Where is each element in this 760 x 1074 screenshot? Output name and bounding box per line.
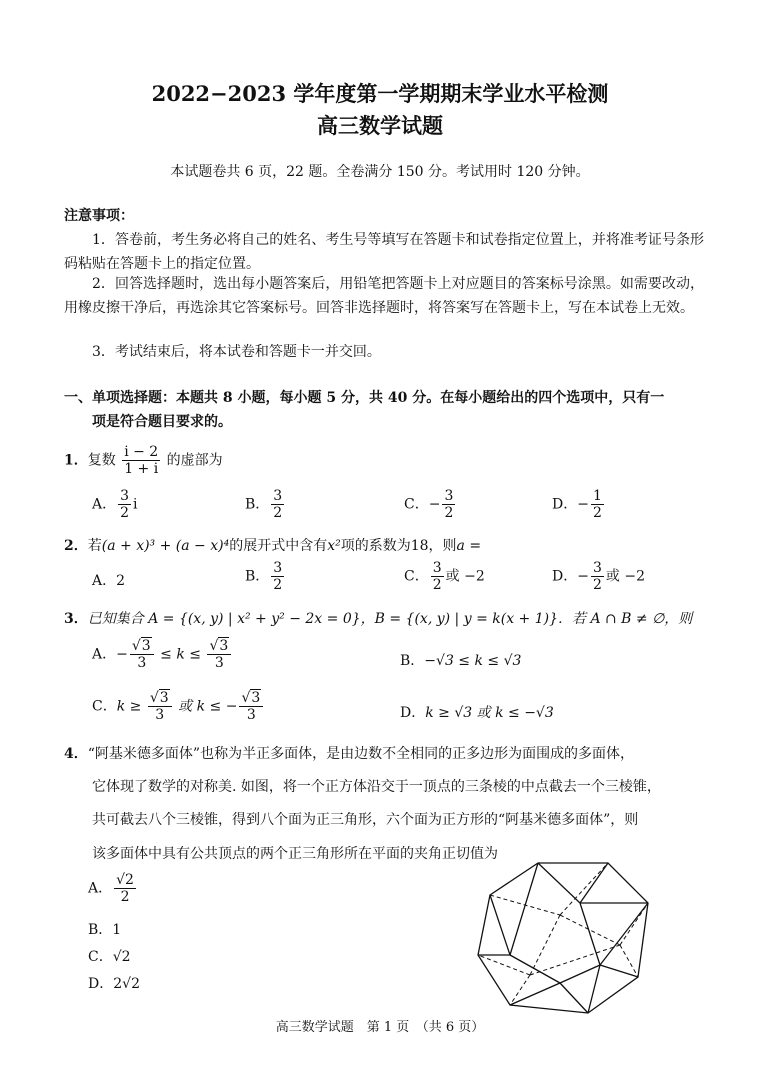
question-4-line-1: 4．“阿基米德多面体”也称为半正多面体，是由边数不全相同的正多边形为面围成的多面体， — [64, 746, 635, 762]
q3-option-c: C．k ≥ $\frac{√3}{3}$ 或 k ≤ − $\frac{√3}{3}$ — [92, 690, 265, 723]
q2-option-a: A．2 — [92, 573, 126, 589]
q1-option-d: D．− $\frac{1}{2}$ — [552, 488, 602, 521]
q1-option-b: B． $\frac{3}{2}$ — [245, 488, 283, 521]
exam-title: 2022−2023 学年度第一学期期末学业水平检测 — [151, 81, 609, 106]
question-4-line-3: 共可截去八个三棱锥，得到八个面为正三角形，六个面为正方形的“阿基米德多面体”，则 — [92, 812, 639, 828]
section1-heading: 一、单项选择题：本题共 8 小题，每小题 5 分，共 40 分。在每小题给出的四个选项中，只有一 — [64, 390, 665, 406]
q4-option-d: D．2√2 — [88, 976, 140, 992]
q1-option-c: C．− $\frac{3}{2}$ — [404, 488, 454, 521]
q3-option-d: D．k ≥ √3 或 k ≤ −√3 — [400, 705, 554, 721]
notes-item-1: 1．答卷前，考生务必将自己的姓名、考生号等填写在答题卡和试卷指定位置上，并将准考证号条形码粘贴在答题卡上的指定位置。 — [64, 232, 704, 272]
exam-subtitle: 高三数学试题 — [317, 113, 443, 138]
q1-option-a: A． $\frac{3}{2}$ i — [92, 488, 138, 521]
cuboctahedron-figure — [470, 855, 660, 1020]
page-footer: 高三数学试题 第 1 页 （共 6 页） — [275, 1020, 485, 1035]
notes-heading: 注意事项： — [64, 208, 134, 224]
notes-item-2: 2．回答选择题时，选出每小题答案后，用铅笔把答题卡上对应题目的答案标号涂黑。如需要改动，用橡皮擦干净后，再选涂其它答案标号。回答非选择题时，将答案写在答题卡上，写在本试卷上无效。 — [64, 276, 704, 316]
notes-item-3: 3．考试结束后，将本试卷和答题卡一并交回。 — [92, 344, 381, 360]
q2-option-b: B． $\frac{3}{2}$ — [245, 560, 283, 593]
q4-option-a: A． $\frac{√2}{2}$ — [88, 872, 134, 905]
question-2: 2．若(a + x)³ + (a − x)⁴的展开式中含有x²项的系数为18，则a = — [64, 538, 482, 554]
exam-info: 本试题卷共 6 页，22 题。全卷满分 150 分。考试用时 120 分钟。 — [170, 164, 590, 180]
question-3: 3．已知集合 A = {(x, y) | x² + y² − 2x = 0}，B = {(x, y) | y = k(x + 1)}．若 A ∩ B ≠ ∅，则 — [64, 611, 693, 627]
question-1: 1．复数 $\frac{i - 2}{1 + i}$ 的虚部为 — [64, 444, 223, 477]
q2-option-d: D．− $\frac{3}{2}$ 或 −2 — [552, 560, 645, 593]
section1-heading-cont: 项是符合题目要求的。 — [92, 414, 232, 430]
question-4-line-2: 它体现了数学的对称美. 如图，将一个正方体沿交于一顶点的三条棱的中点截去一个三棱锥， — [92, 779, 661, 795]
q3-option-a: A．− $\frac{√3}{3}$ ≤ k ≤ $\frac{√3}{3}$ — [92, 638, 233, 671]
q4-option-c: C．√2 — [88, 949, 131, 965]
q2-option-c: C． $\frac{3}{2}$ 或 −2 — [404, 560, 485, 593]
q4-option-b: B．1 — [88, 922, 122, 938]
q3-option-b: B．−√3 ≤ k ≤ √3 — [400, 653, 522, 669]
question-4-line-4: 该多面体中具有公共顶点的两个正三角形所在平面的夹角正切值为 — [92, 846, 498, 862]
